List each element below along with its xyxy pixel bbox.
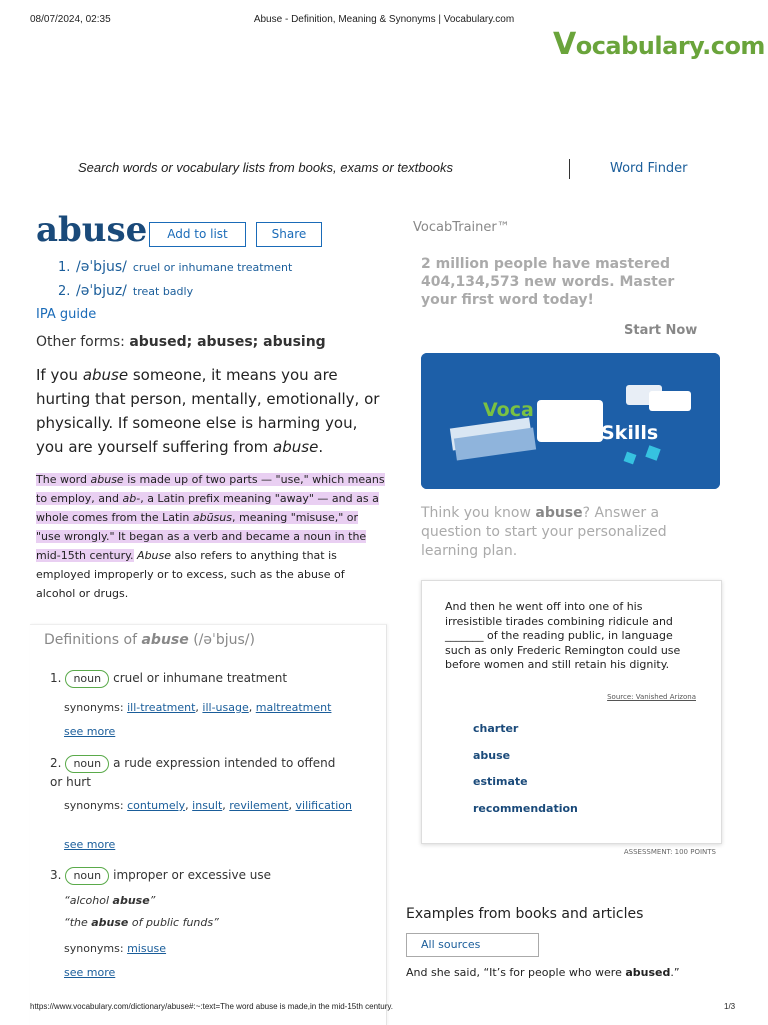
pos-badge: noun: [65, 670, 109, 688]
answer-choice-2[interactable]: abuse: [473, 749, 511, 762]
answer-choice-3[interactable]: estimate: [473, 775, 528, 788]
short-blurb: If you abuse someone, it means you are hurting that person, mentally, emotionally, or physically. If someone else is harming you, you are yourself suffering from abuse.: [36, 366, 380, 456]
answer-choice-1[interactable]: charter: [473, 722, 519, 735]
synonym-link[interactable]: insult: [192, 799, 223, 812]
pron-ipa: /əˈbjuz/: [76, 283, 127, 299]
pron-ipa: /əˈbjus/: [76, 259, 127, 275]
other-forms: [36, 334, 326, 350]
synonym-link[interactable]: maltreatment: [255, 701, 332, 714]
see-more-link[interactable]: see more: [64, 838, 116, 851]
add-to-list-label: Add to list: [167, 227, 228, 241]
pron-def: treat badly: [132, 285, 194, 298]
pos-badge: noun: [65, 755, 109, 773]
share-button[interactable]: [256, 222, 322, 247]
logo-text: ocabulary.com: [575, 32, 765, 60]
think-you-know: Think you know abuse? Answer a question to start your personalized learning plan.: [421, 505, 667, 559]
add-to-list-button[interactable]: [149, 222, 246, 247]
synonyms-3: synonyms: misuse: [64, 942, 167, 955]
synonyms-1: synonyms: ill-treatment, ill-usage, maltreatment: [64, 701, 332, 714]
pronunciation-1[interactable]: [58, 259, 292, 275]
question-source[interactable]: Source: Vanished Arizona: [607, 693, 696, 701]
print-datetime: 08/07/2024, 02:35: [30, 14, 111, 25]
answer-choice-4[interactable]: recommendation: [473, 802, 578, 815]
promo-text-a: Voca: [483, 399, 534, 421]
pron-num: 1.: [58, 260, 71, 275]
promo-text-b: Skills: [601, 422, 659, 444]
question-text: And then he went off into one of his irresistible tirades combining ridicule and _______ of the reading public, in language such as only Frederic Remington could use before women and still retain his dignity.: [445, 600, 681, 671]
definition-3: 3. noun improper or excessive use: [50, 867, 271, 885]
example-2: “the abuse of public funds”: [64, 916, 219, 929]
vocabtrainer-promo-image[interactable]: [421, 353, 720, 489]
pronunciation-2[interactable]: [58, 283, 193, 299]
pron-num: 2.: [58, 284, 71, 299]
search-input[interactable]: Search words or vocabulary lists from books, exams or textbooks: [78, 160, 453, 175]
see-more-link[interactable]: see more: [64, 966, 116, 979]
all-sources-label: All sources: [421, 938, 481, 951]
synonym-link[interactable]: ill-usage: [202, 701, 249, 714]
synonym-link[interactable]: contumely: [127, 799, 186, 812]
example-1: “alcohol abuse”: [64, 894, 156, 907]
other-forms-label: Other forms:: [36, 334, 125, 350]
print-footer-url: https://www.vocabulary.com/dictionary/abuse#:~:text=The word abuse is made,in the mid-15th century.: [30, 1002, 393, 1011]
see-more-link[interactable]: see more: [64, 725, 116, 738]
search-divider: [569, 159, 570, 179]
pos-badge: noun: [65, 867, 109, 885]
definition-1: 1. noun cruel or inhumane treatment: [50, 670, 287, 688]
vocabtrainer-tagline: 2 million people have mastered 404,134,573 new words. Master your first word today!: [421, 256, 675, 308]
synonym-link[interactable]: revilement: [229, 799, 289, 812]
synonym-link[interactable]: misuse: [127, 942, 167, 955]
definition-2: 2. noun a rude expression intended to offend or hurt: [50, 756, 336, 789]
promo-graphic: [421, 353, 720, 489]
example-sentence: And she said, “It’s for people who were abused.”: [406, 966, 680, 979]
vocabulary-logo[interactable]: [553, 27, 765, 62]
other-forms-values: abused; abuses; abusing: [129, 334, 326, 350]
start-now-button[interactable]: Start Now: [624, 323, 698, 338]
long-blurb: The word abuse is made up of two parts — "use," which means to employ, and ab-, a Latin prefix meaning "away" — and as a whole comes from the Latin abūsus, meaning "misuse," or "use wrongly." It began as a verb and became a noun in the mid-15th century. Abuse also refers to anything that is employed improperly or to excess, such as the abuse of alcohol or drugs.: [36, 473, 385, 600]
synonym-link[interactable]: ill-treatment: [127, 701, 196, 714]
ipa-guide-link[interactable]: IPA guide: [36, 307, 97, 322]
all-sources-select[interactable]: [406, 933, 539, 957]
assessment-points: ASSESSMENT: 100 POINTS: [623, 848, 716, 856]
headword: abuse: [36, 210, 148, 250]
synonyms-2: synonyms: contumely, insult, revilement, vilification: [64, 799, 352, 812]
print-page-title: Abuse - Definition, Meaning & Synonyms | Vocabulary.com: [253, 14, 515, 25]
vocabtrainer-title: VocabTrainer™: [413, 220, 510, 235]
print-footer-page: 1/3: [724, 1002, 736, 1011]
pron-def: cruel or inhumane treatment: [132, 261, 293, 274]
synonym-link[interactable]: vilification: [295, 799, 352, 812]
word-finder-link[interactable]: Word Finder: [610, 161, 688, 176]
share-label: Share: [271, 227, 307, 241]
definitions-heading: Definitions of abuse (/əˈbjus/): [44, 632, 255, 648]
logo-v: V: [553, 27, 576, 62]
examples-heading: Examples from books and articles: [406, 906, 644, 922]
